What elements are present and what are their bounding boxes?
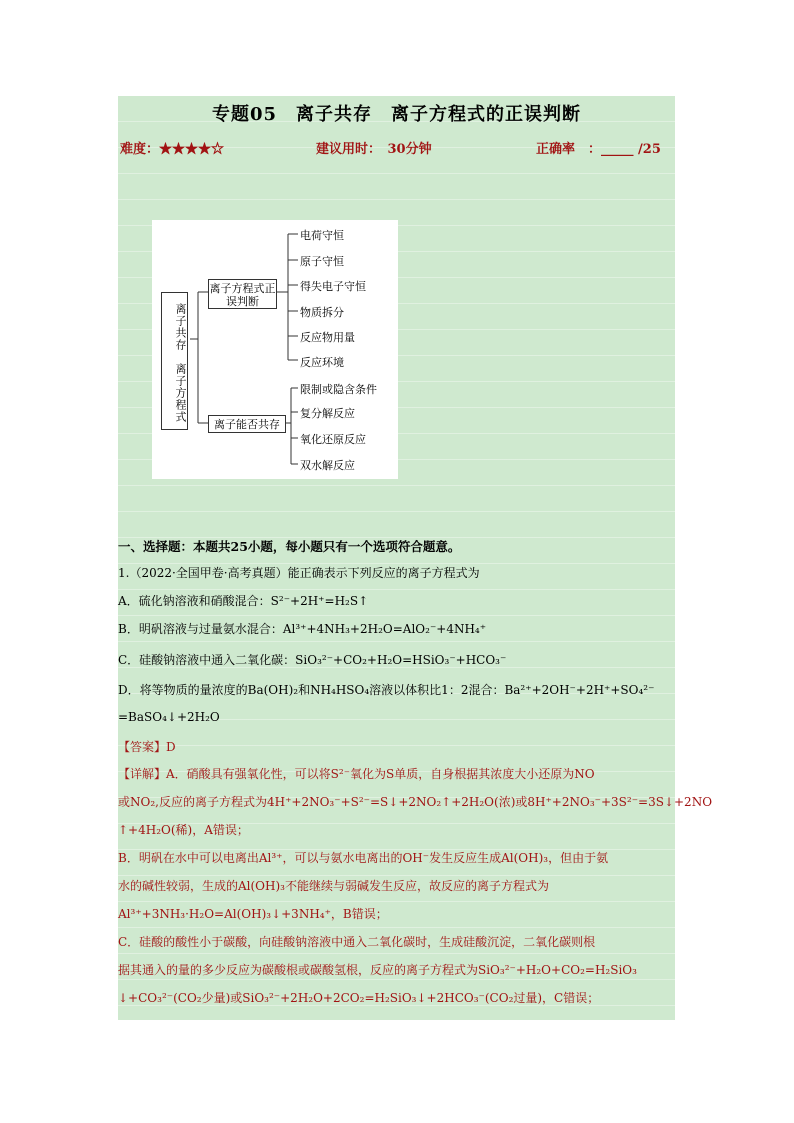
question-stem: 1.（2022·全国甲卷·高考真题）能正确表示下列反应的离子方程式为 xyxy=(118,566,480,580)
concept-diagram xyxy=(152,220,398,479)
leaf-node: 复分解反应 xyxy=(300,407,355,420)
section-heading: 一、选择题：本题共25小题，每小题只有一个选项符合题意。 xyxy=(118,539,461,554)
explanation-line: 水的碱性较弱，生成的Al(OH)₃不能继续与弱碱发生反应，故反应的离子方程式为 xyxy=(118,879,549,893)
worksheet-page xyxy=(118,96,713,1020)
branch-node-equation: 离子方程式正误判断 xyxy=(208,279,277,309)
explanation-line: ↑+4H₂O(稀)，A错误； xyxy=(118,823,249,837)
leaf-node: 电荷守恒 xyxy=(300,229,344,242)
leaf-node: 氧化还原反应 xyxy=(300,433,366,446)
option-c: C．硅酸钠溶液中通入二氧化碳：SiO₃²⁻+CO₂+H₂O=HSiO₃⁻+HCO₃⁻ xyxy=(118,653,507,667)
leaf-node: 反应环境 xyxy=(300,356,344,369)
leaf-node: 得失电子守恒 xyxy=(300,280,366,293)
explanation-line: 据其通入的量的多少反应为碳酸根或碳酸氢根，反应的离子方程式为SiO₃²⁻+H₂O+CO₂=H₂SiO₃ xyxy=(118,963,637,977)
difficulty-label: 难度：★★★★☆ xyxy=(120,142,225,157)
leaf-node: 原子守恒 xyxy=(300,255,344,268)
explanation-line: 【详解】A．硝酸具有强氧化性，可以将S²⁻氧化为S单质，自身根据其浓度大小还原为NO xyxy=(118,767,595,781)
root-node: 离子共存 离子方程式 xyxy=(161,292,188,430)
branch-node-coexist: 离子能否共存 xyxy=(208,415,286,433)
answer-label: 【答案】D xyxy=(118,740,176,754)
suggested-time-label: 建议用时： 30分钟 xyxy=(316,142,432,157)
explanation-line: Al³⁺+3NH₃·H₂O=Al(OH)₃↓+3NH₄⁺，B错误； xyxy=(118,907,388,921)
leaf-node: 双水解反应 xyxy=(300,459,355,472)
explanation-line: B．明矾在水中可以电离出Al³⁺，可以与氨水电离出的OH⁻发生反应生成Al(OH)₃，但由于氨 xyxy=(118,851,609,865)
option-d-line1: D．将等物质的量浓度的Ba(OH)₂和NH₄HSO₄溶液以体积比1：2混合：Ba²⁺+2OH⁻+2H⁺+SO₄²⁻ xyxy=(118,683,655,697)
explanation-line: C．硅酸的酸性小于碳酸，向硅酸钠溶液中通入二氧化碳时，生成硅酸沉淀，二氧化碳则根 xyxy=(118,935,596,949)
option-a: A．硫化钠溶液和硝酸混合：S²⁻+2H⁺=H₂S↑ xyxy=(118,594,369,608)
option-d-line2: =BaSO₄↓+2H₂O xyxy=(118,710,220,724)
explanation-line: ↓+CO₃²⁻(CO₂少量)或SiO₃²⁻+2H₂O+2CO₂=H₂SiO₃↓+2HCO₃⁻(CO₂过量)，C错误； xyxy=(118,991,600,1005)
accuracy-label: 正确率 ：_____ /25 xyxy=(536,142,661,157)
leaf-node: 物质拆分 xyxy=(300,306,344,319)
option-b: B．明矾溶液与过量氨水混合：Al³⁺+4NH₃+2H₂O=AlO₂⁻+4NH₄⁺ xyxy=(118,622,487,636)
explanation-line: 或NO₂,反应的离子方程式为4H⁺+2NO₃⁻+S²⁻=S↓+2NO₂↑+2H₂O(浓)或8H⁺+2NO₃⁻+3S²⁻=3S↓+2NO xyxy=(118,795,713,809)
leaf-node: 限制或隐含条件 xyxy=(300,383,377,396)
leaf-node: 反应物用量 xyxy=(300,331,355,344)
page-title: 专题05 离子共存 离子方程式的正误判断 xyxy=(211,104,582,125)
